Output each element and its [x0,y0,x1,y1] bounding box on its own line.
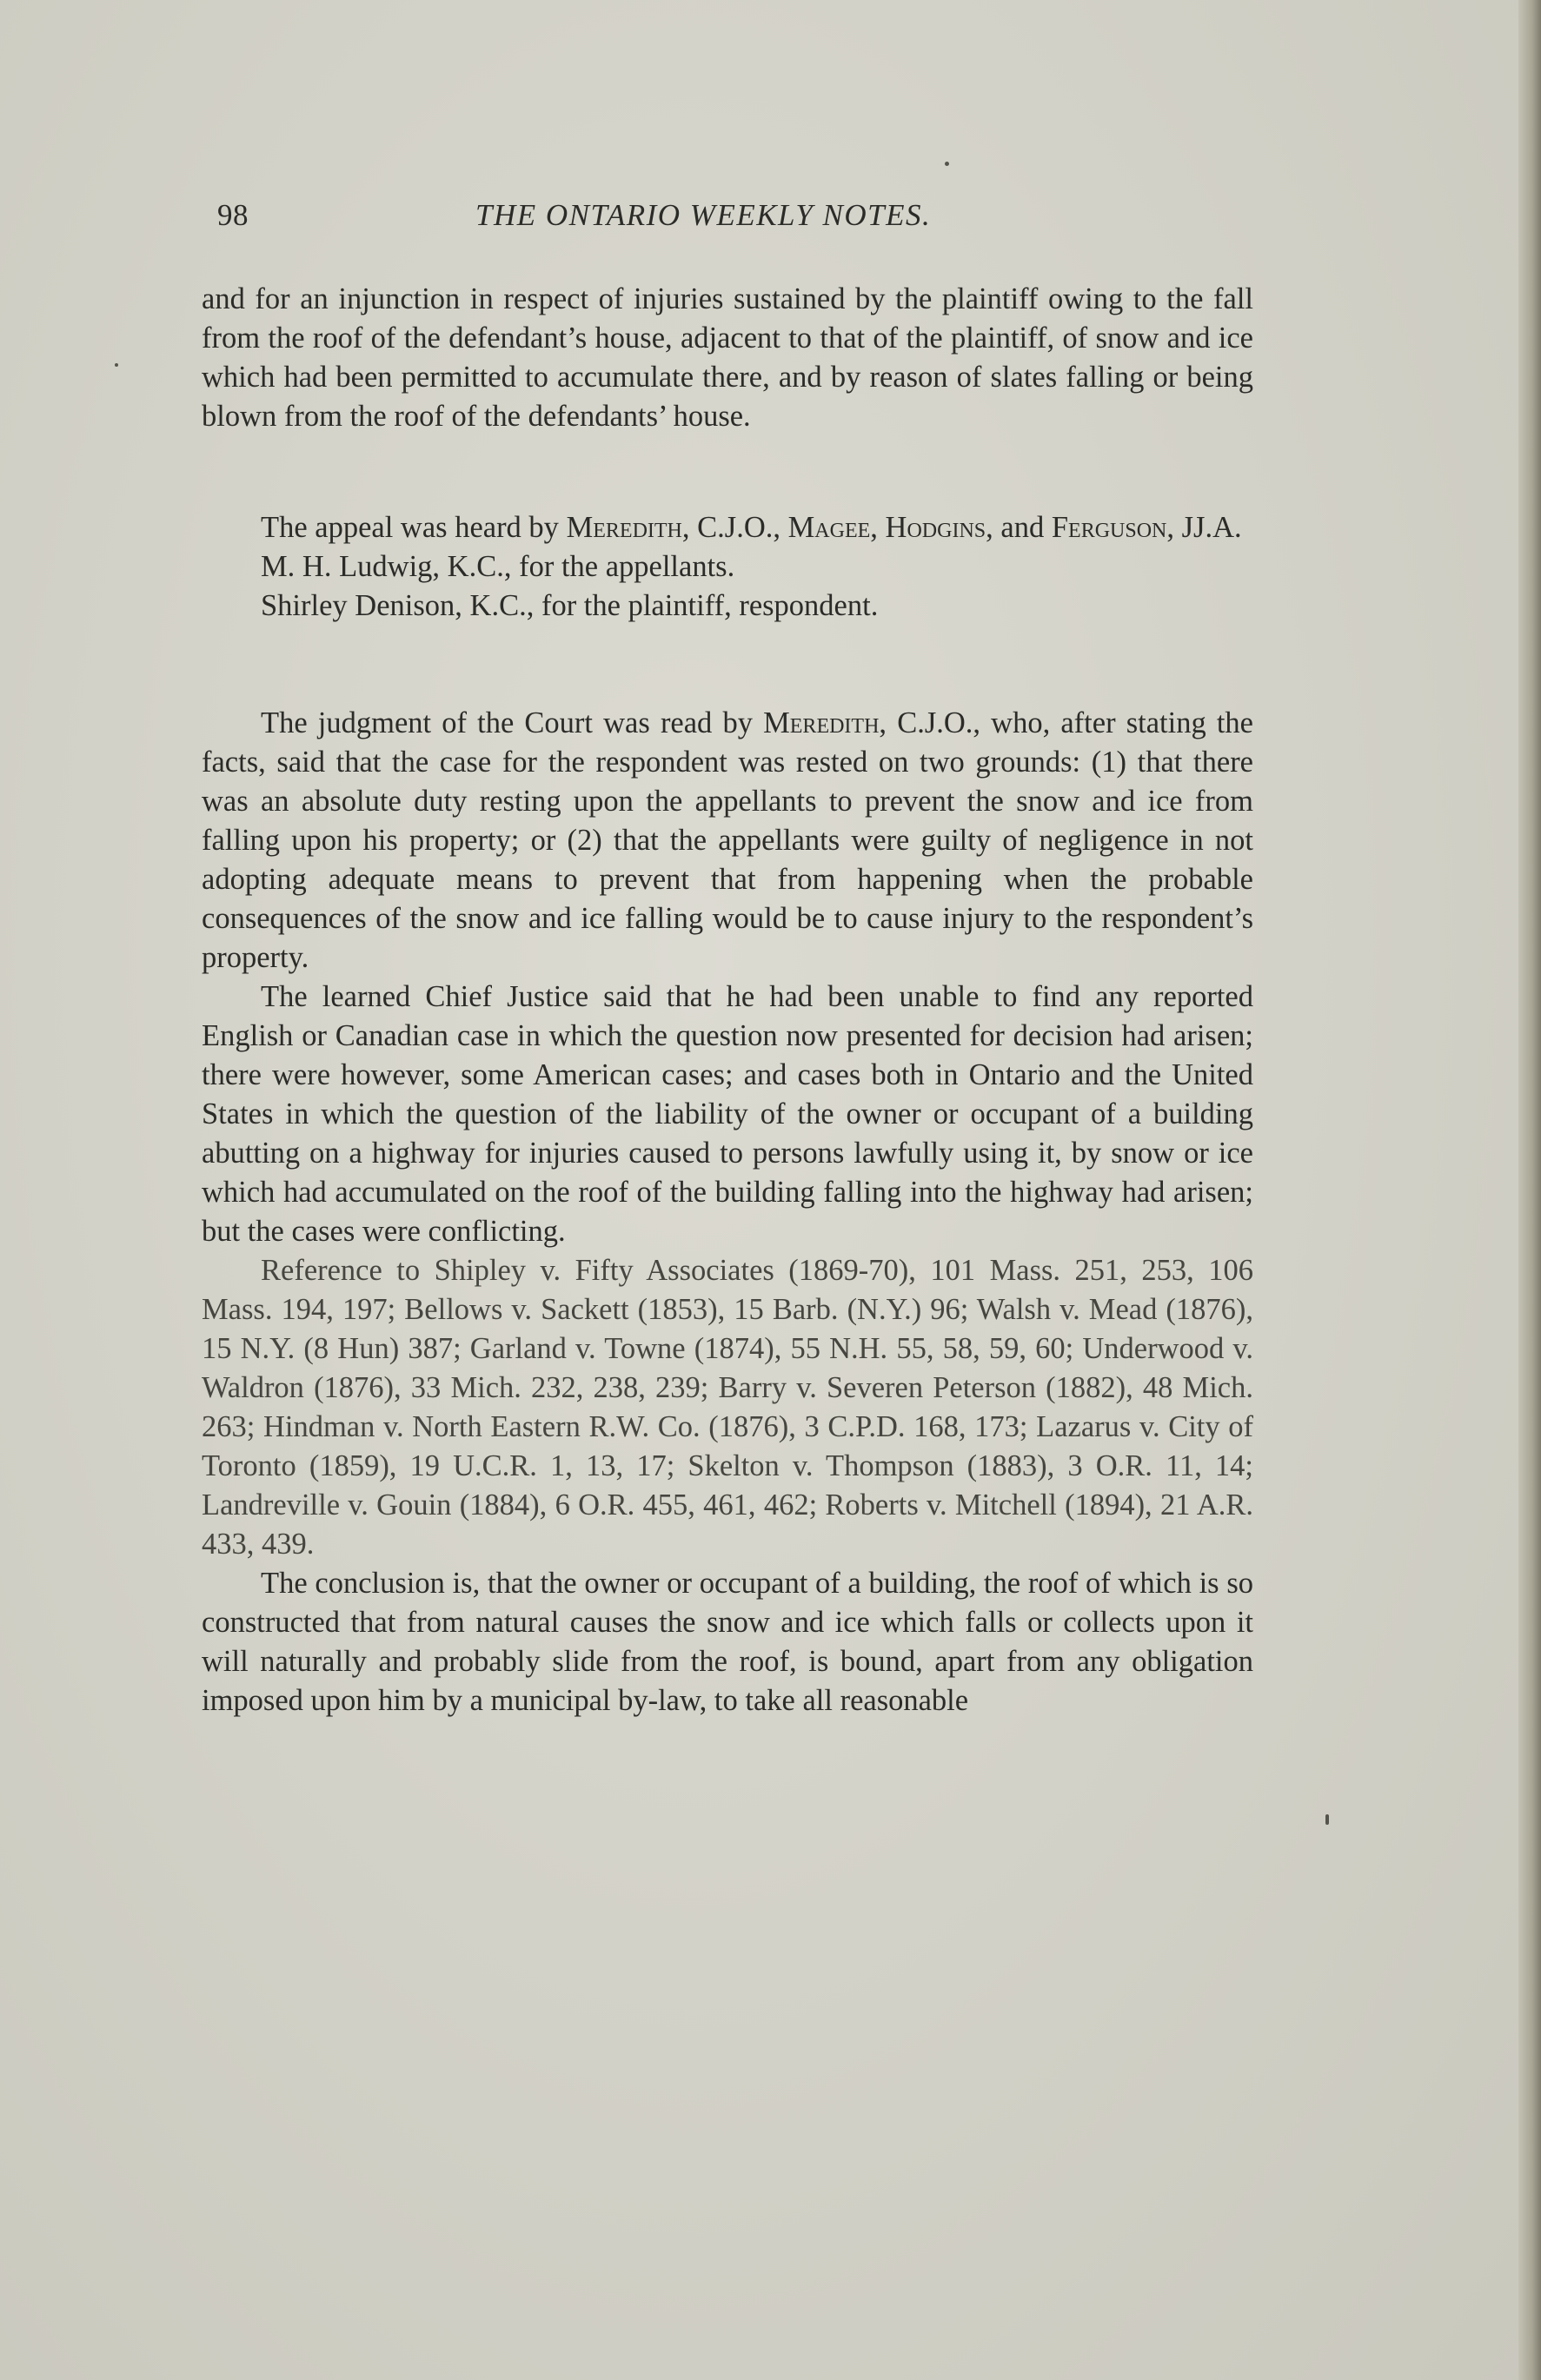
citations-paragraph: Reference to Shipley v. Fifty Associates (1869-70), 101 Mass. 251, 253, 106 Mass. 194, 197; Bellows v. Sackett (1853), 15 Barb. (N.Y.) 96; Walsh v. Mead (1876), 15 N.Y. (8 Hun) 387; Garland v. Towne (1874), 55 N.H. 55, 58, 59, 60; Underwood v. Waldron (1876), 33 Mich. 232, 238, 239; Barry v. Severen Peterson (1882), 48 Mich. 263; Hindman v. North Eastern R.W. Co. (1876), 3 C.P.D. 168, 173; Lazarus v. City of Toronto (1859), 19 U.C.R. 1, 13, 17; Skelton v. Thompson (1883), 3 O.R. 11, 14; Landreville v. Gouin (1884), 6 O.R. 455, 461, 462; Roberts v. Mitchell (1894), 21 A.R. 433, 439. [202,1254,1253,1561]
conclusion-paragraph: The conclusion is, that the owner or occupant of a building, the roof of which is so constructed that from natural causes the snow and ice which falls or collects upon it will naturally and probably slide from the roof, is bound, apart from any obligation imposed upon him by a municipal by-law, to take all reasonable [202,1567,1253,1717]
separator: , [870,511,886,544]
judge-name: Ferguson [1051,511,1167,544]
opening-paragraph-block [202,280,1253,436]
judge-name: Meredith [763,706,880,739]
judge-name: Magee [787,511,871,544]
judgment-block [202,704,1253,1720]
counsel-appellants: M. H. Ludwig, K.C., for the appellants. [261,550,735,583]
paper-speck [115,363,118,367]
hearing-intro: The appeal was heard by [261,511,567,544]
hearing-line [202,508,1253,547]
paper-speck [1325,1814,1329,1825]
judgment-paragraph-2: The learned Chief Justice said that he had been unable to find any reported English or Canadian case in which the question now presented for decision had arisen; there were however, some American cases; and cases both in Ontario and the United States in which the question of the liability of the owner or occupant of a building abutting on a highway for injuries caused to persons lawfully using it, by snow or ice which had accumulated on the roof of the building falling into the highway had arisen; but the cases were conflicting. [202,980,1253,1248]
judge-title: , JJ.A. [1166,511,1242,544]
running-title: THE ONTARIO WEEKLY NOTES. [475,198,932,232]
page-header [202,198,1253,242]
judgment-intro: The judgment of the Court was read by [261,706,764,739]
page-number: 98 [217,198,249,232]
judgment-paragraph-1 [202,704,1253,978]
hearing-block [202,508,1253,626]
judge-title: , C.J.O., [681,511,788,544]
paper-speck [945,162,949,166]
judge-name: Meredith [566,511,682,544]
separator: , and [986,511,1052,544]
opening-paragraph: and for an injunction in respect of injuries sustained by the plaintiff owing to the fall from the roof of the defendant’s house, adjacent to that of the plaintiff, of snow and ice which had been permitted to accumulate there, and by reason of slates falling or being blown from the roof of the defendants’ house. [202,282,1253,433]
page-spine-shadow [1518,0,1541,2380]
judge-name: Hodgins [885,511,986,544]
counsel-respondent: Shirley Denison, K.C., for the plaintiff, respondent. [261,589,879,622]
judgment-text: , C.J.O., who, after stating the facts, said that the case for the respondent was rested on two grounds: (1) that there was an absolute duty resting upon the appellants to prevent the snow and ice from falling upon his property; or (2) that the appellants were guilty of negligence in not adopting adequate means to prevent that from happening when the probable consequences of the snow and ice falling would be to cause injury to the respondent’s property. [202,706,1253,974]
